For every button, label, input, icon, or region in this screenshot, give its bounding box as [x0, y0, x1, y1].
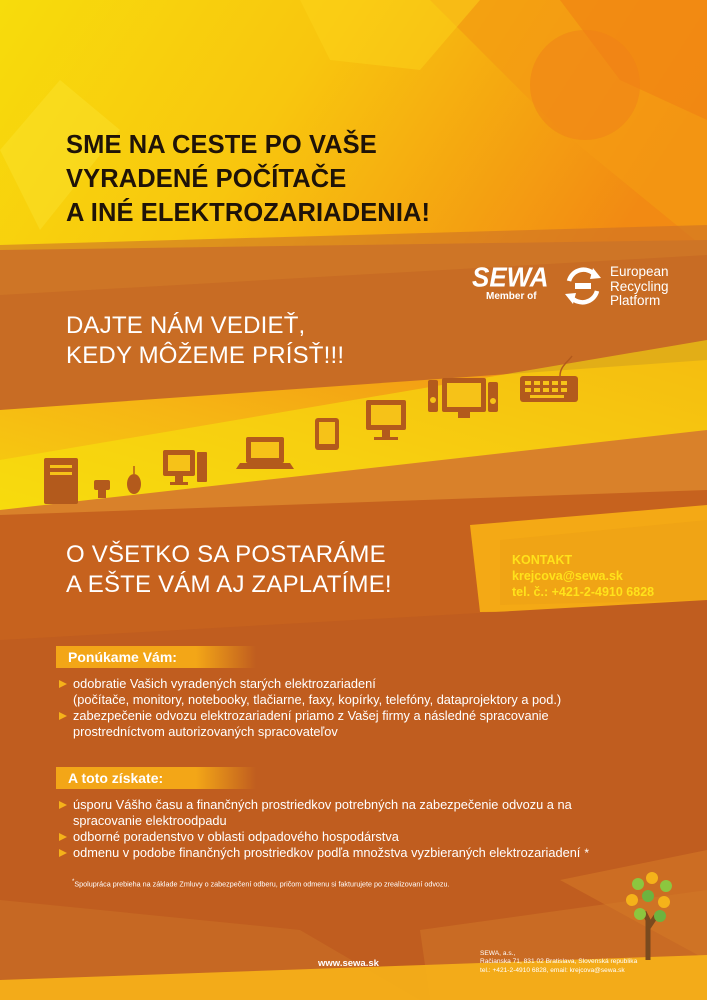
- logo-brand: SEWA: [472, 261, 549, 293]
- headline-line: A INÉ ELEKTROZARIADENIA!: [66, 199, 431, 227]
- contact-email[interactable]: krejcova@sewa.sk: [512, 569, 623, 583]
- headline-line: VYRADENÉ POČÍTAČE: [66, 165, 347, 193]
- keyboard-icon: [520, 356, 578, 402]
- company-line: Račianska 71, 831 02 Bratislava, Slovenská republika: [480, 958, 638, 966]
- headline-line: SME NA CESTE PO VAŠE: [66, 131, 377, 159]
- laptop-icon: [236, 437, 294, 469]
- contact-title: KONTAKT: [512, 553, 573, 567]
- pc-tower-icon: [44, 458, 78, 504]
- connector-icon: [94, 480, 110, 498]
- mouse-icon: [127, 466, 141, 494]
- logo-platform-line: Recycling: [610, 278, 669, 294]
- list-item-text: odmenu v podobe finančných prostriedkov podľa množstva vyzbieraných elektrozariadení: [73, 845, 581, 860]
- offer-list: [56, 676, 656, 740]
- footnote-star: *: [584, 846, 590, 860]
- list-item: [56, 829, 656, 845]
- footnote-text: Spolupráca prebieha na základe Zmluvy o zabezpečení odberu, pričom odmenu si fakturujete po zrealizovaní odvozu.: [74, 879, 450, 889]
- contact-box: [512, 552, 654, 600]
- logo-platform-name: [610, 265, 669, 309]
- company-line: tel.: +421-2-4910 6828, email: krejcova@sewa.sk: [480, 966, 625, 974]
- tagline-line: KEDY MÔŽEME PRÍSŤ!!!: [66, 342, 345, 369]
- list-item-text: prostredníctvom autorizovaných spracovateľov: [73, 724, 338, 739]
- offer-section-title: Ponúkame Vám:: [56, 646, 256, 668]
- list-item-text: odobratie Vašich vyradených starých elektrozariadení: [73, 676, 376, 691]
- device-icons: [0, 350, 707, 510]
- sewa-logo: [472, 262, 687, 312]
- television-icon: [442, 378, 486, 418]
- bullet-arrow-icon: [59, 712, 67, 720]
- footnote-mark: *: [72, 879, 75, 885]
- logo-platform-line: Platform: [610, 293, 661, 308]
- list-item-text: úsporu Vášho času a finančných prostriedkov potrebných na zabezpečenie odvozu a na: [73, 797, 572, 812]
- logo-platform-line: European: [610, 264, 669, 279]
- footnote: [72, 877, 450, 889]
- company-info: [480, 950, 637, 975]
- list-item: [56, 708, 656, 740]
- bullet-arrow-icon: [59, 680, 67, 688]
- headline: [66, 128, 536, 230]
- tagline-line: DAJTE NÁM VEDIEŤ,: [66, 312, 306, 339]
- company-line: SEWA, a.s.,: [480, 950, 516, 957]
- bullet-arrow-icon: [59, 801, 67, 809]
- gain-section-title: A toto získate:: [56, 767, 256, 789]
- recycling-arrows-icon: [563, 265, 603, 307]
- monitor-icon: [163, 450, 207, 485]
- tree-icon: [620, 870, 680, 960]
- promise-statement: [66, 540, 392, 600]
- list-item: [56, 845, 656, 861]
- list-item: [56, 676, 656, 708]
- list-item-text: odborné poradenstvo v oblasti odpadového hospodárstva: [73, 829, 399, 844]
- bullet-arrow-icon: [59, 833, 67, 841]
- website-link[interactable]: www.sewa.sk: [318, 958, 379, 969]
- list-item: [56, 797, 656, 829]
- gain-list: [56, 797, 656, 861]
- logo-member-of: Member of: [486, 291, 537, 302]
- contact-phone: tel. č.: +421-2-4910 6828: [512, 585, 655, 599]
- tablet-icon: [315, 418, 339, 450]
- list-item-text: zabezpečenie odvozu elektrozariadení priamo z Vašej firmy a následné spracovanie: [73, 708, 549, 723]
- list-item-text: (počítače, monitory, notebooky, tlačiarne, faxy, kopírky, telefóny, dataprojektory a pod.): [73, 692, 562, 707]
- promise-line: O VŠETKO SA POSTARÁME: [66, 541, 386, 568]
- flat-monitor-icon: [366, 400, 406, 440]
- list-item-text: spracovanie elektroodpadu: [73, 813, 227, 828]
- bullet-arrow-icon: [59, 849, 67, 857]
- promise-line: A EŠTE VÁM AJ ZAPLATÍME!: [66, 571, 392, 598]
